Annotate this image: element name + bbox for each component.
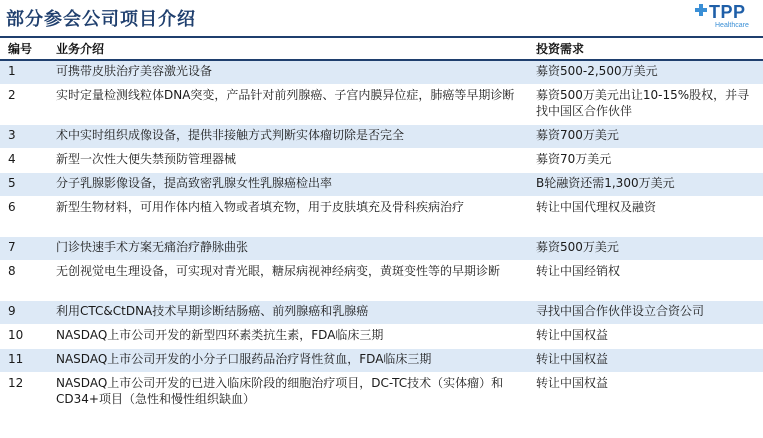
table-row <box>0 301 763 325</box>
table-row <box>0 85 763 125</box>
cell-business: NASDAQ上市公司开发的新型四环素类抗生素，FDA临床三期 <box>48 325 528 349</box>
cell-investment: 转让中国代理权及融资 <box>528 197 763 237</box>
table-row <box>0 125 763 149</box>
cell-number: 1 <box>0 60 48 85</box>
cell-number: 9 <box>0 301 48 325</box>
cell-number: 7 <box>0 237 48 261</box>
table-row <box>0 349 763 373</box>
column-header-business: 业务介绍 <box>48 38 528 60</box>
cell-investment: 募资500-2,500万美元 <box>528 60 763 85</box>
cell-business: NASDAQ上市公司开发的已进入临床阶段的细胞治疗项目，DC-TC技术（实体瘤）和CD34+项目（急性和慢性组织缺血） <box>48 373 528 413</box>
cell-business: 可携带皮肤治疗美容激光设备 <box>48 60 528 85</box>
cell-investment: 转让中国权益 <box>528 325 763 349</box>
table-row <box>0 373 763 413</box>
table-row <box>0 60 763 85</box>
table-row <box>0 197 763 237</box>
cell-number: 4 <box>0 149 48 173</box>
cell-investment: 募资700万美元 <box>528 125 763 149</box>
table-row <box>0 237 763 261</box>
cell-business: 新型生物材料，可用作体内植入物或者填充物，用于皮肤填充及骨科疾病治疗 <box>48 197 528 237</box>
cell-number: 6 <box>0 197 48 237</box>
cell-investment: 募资70万美元 <box>528 149 763 173</box>
cell-business: 实时定量检测线粒体DNA突变，产品针对前列腺癌、子宫内膜异位症，肺癌等早期诊断 <box>48 85 528 125</box>
column-header-investment: 投资需求 <box>528 38 763 60</box>
cell-business: 分子乳腺影像设备，提高致密乳腺女性乳腺癌检出率 <box>48 173 528 197</box>
cell-business: 术中实时组织成像设备，提供非接触方式判断实体瘤切除是否完全 <box>48 125 528 149</box>
logo-brand: TPP <box>709 2 746 22</box>
table-row <box>0 261 763 301</box>
table-header-row <box>0 38 763 60</box>
cell-business: NASDAQ上市公司开发的小分子口服药品治疗肾性贫血，FDA临床三期 <box>48 349 528 373</box>
column-header-number: 编号 <box>0 38 48 60</box>
page-title: 部分参会公司项目介绍 <box>6 9 196 30</box>
cell-number: 5 <box>0 173 48 197</box>
cell-number: 2 <box>0 85 48 125</box>
cell-number: 8 <box>0 261 48 301</box>
cell-investment: 寻找中国合作伙伴设立合资公司 <box>528 301 763 325</box>
cell-investment: 募资500万美元 <box>528 237 763 261</box>
table-row <box>0 149 763 173</box>
cell-number: 12 <box>0 373 48 413</box>
tpp-logo <box>691 2 751 34</box>
table-row <box>0 325 763 349</box>
cell-number: 11 <box>0 349 48 373</box>
cell-investment: 转让中国权益 <box>528 349 763 373</box>
plus-icon <box>695 4 707 16</box>
project-table <box>0 38 763 413</box>
cell-number: 10 <box>0 325 48 349</box>
cell-business: 门诊快速手术方案无痛治疗静脉曲张 <box>48 237 528 261</box>
cell-investment: B轮融资还需1,300万美元 <box>528 173 763 197</box>
table-row <box>0 173 763 197</box>
cell-investment: 转让中国权益 <box>528 373 763 413</box>
cell-investment: 募资500万美元出让10-15%股权，并寻找中国区合作伙伴 <box>528 85 763 125</box>
cell-number: 3 <box>0 125 48 149</box>
cell-business: 无创视觉电生理设备，可实现对青光眼，糖尿病视神经病变，黄斑变性等的早期诊断 <box>48 261 528 301</box>
cell-business: 利用CTC&CtDNA技术早期诊断结肠癌、前列腺癌和乳腺癌 <box>48 301 528 325</box>
cell-investment: 转让中国经销权 <box>528 261 763 301</box>
cell-business: 新型一次性大便失禁预防管理器械 <box>48 149 528 173</box>
logo-subtitle: Healthcare <box>715 22 749 29</box>
